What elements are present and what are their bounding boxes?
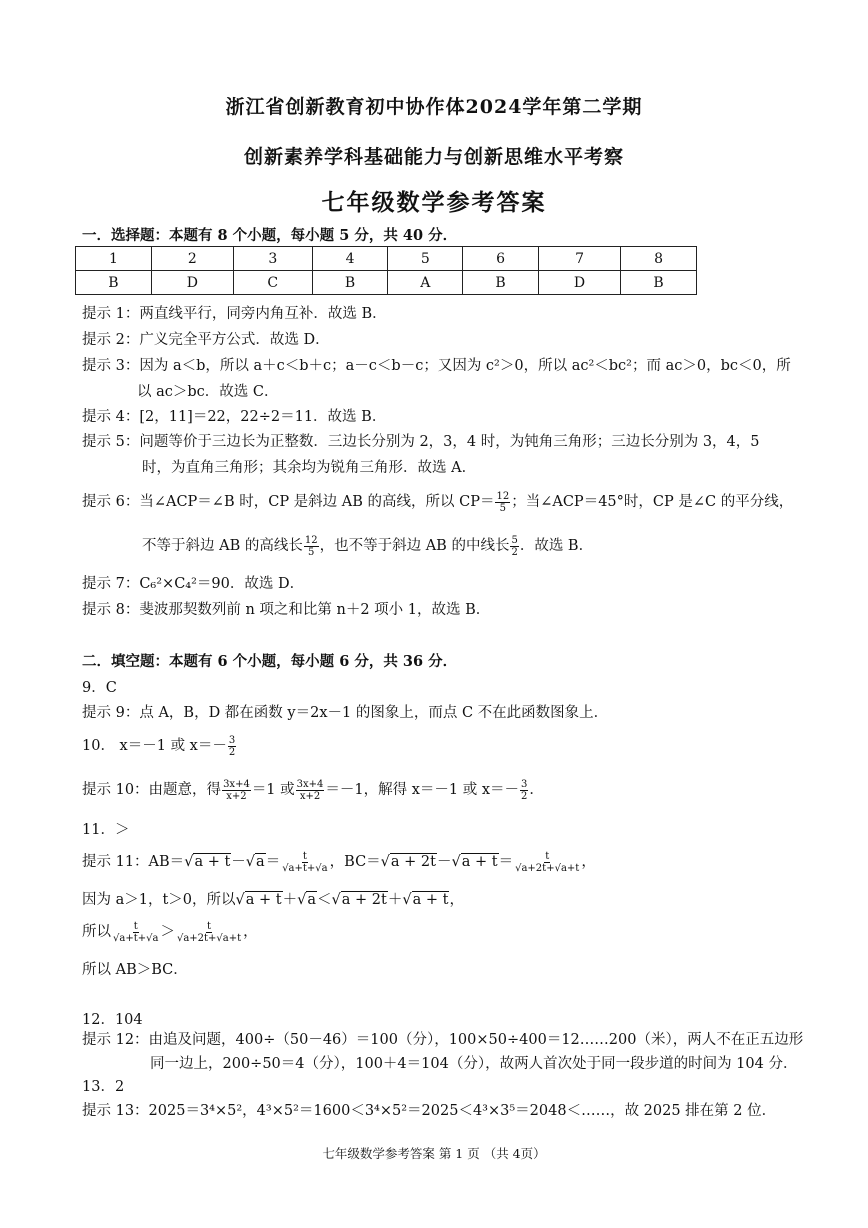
because-text-d: ， bbox=[449, 892, 464, 908]
hint-10-text-a: 提示 10：由题意，得 bbox=[82, 782, 222, 798]
table-cell: D bbox=[151, 271, 233, 295]
fraction-expression bbox=[222, 779, 251, 802]
fraction-numerator: t bbox=[545, 850, 550, 862]
table-cell: B bbox=[463, 271, 539, 295]
sqrt-a-plus-t: a + t bbox=[461, 854, 498, 870]
fraction-12-5 bbox=[304, 535, 319, 558]
fraction-denominator: 2 bbox=[521, 790, 528, 802]
fraction-5-2 bbox=[510, 535, 518, 558]
answer-table-answer-row bbox=[76, 271, 697, 295]
table-cell: 3 bbox=[233, 247, 312, 271]
fraction-denominator: √a+t+√a bbox=[282, 862, 328, 874]
answer-10-text: 10． x＝－1 或 x＝－ bbox=[82, 738, 227, 754]
hint-11-text-b: － bbox=[231, 854, 246, 870]
because-text-b: ＋ bbox=[282, 892, 298, 908]
fraction-denominator: 2 bbox=[511, 546, 518, 558]
table-cell: B bbox=[312, 271, 388, 295]
answer-9: 9．C bbox=[82, 680, 117, 696]
hint-1: 提示 1：两直线平行，同旁内角互补．故选 B． bbox=[82, 306, 387, 322]
answer-13: 13．2 bbox=[82, 1079, 125, 1095]
hint-3-line-2: 以 ac＞bc．故选 C． bbox=[137, 384, 279, 400]
table-cell: 1 bbox=[76, 247, 152, 271]
hint-11: 提示 11：AB＝√a + t－√a＝ $\frac{t}{√a+t+√a}$ ，BC＝√a + 2t－√a + t＝ $\frac{t}{√a+2t+√a+t}$ ， bbox=[82, 850, 596, 874]
answer-table bbox=[75, 246, 697, 295]
sqrt-a-plus-t: a + t bbox=[412, 892, 449, 908]
fraction-expression bbox=[296, 779, 325, 802]
sqrt-a-plus-t: a + t bbox=[245, 892, 282, 908]
so-text-a: 所以 bbox=[82, 924, 111, 940]
hint-10 bbox=[82, 778, 544, 802]
hint-10-text-d: ． bbox=[529, 782, 544, 798]
table-cell: 6 bbox=[463, 247, 539, 271]
hint-6-line-2 bbox=[142, 534, 593, 558]
hint-13: 提示 13：2025＝3⁴×5²，4³×5²＝1600＜3⁴×5²＝2025＜4³×3⁵＝2048＜……，故 2025 排在第 2 位． bbox=[82, 1103, 777, 1119]
table-cell: C bbox=[233, 271, 312, 295]
hint-11-text-a: 提示 11：AB＝ bbox=[82, 854, 185, 870]
fraction-numerator: t bbox=[302, 850, 307, 862]
table-cell: 8 bbox=[621, 247, 697, 271]
hint-11-text-b2: － bbox=[437, 854, 452, 870]
hint-11-text-f: ， bbox=[581, 854, 596, 870]
table-cell: 4 bbox=[312, 247, 388, 271]
hint-6-text-a: 提示 6：当∠ACP＝∠B 时，CP 是斜边 AB 的高线，所以 CP＝ bbox=[82, 494, 495, 510]
hint-5-line-1: 提示 5：问题等价于三边长为正整数．三边长分别为 2，3，4 时，为钝角三角形；三边长分别为 3，4，5 bbox=[82, 434, 760, 450]
hint-10-text-b: ＝1 或 bbox=[251, 782, 295, 798]
fraction-numerator: 3 bbox=[521, 778, 528, 790]
fraction-12-5 bbox=[495, 491, 510, 514]
fraction-ab bbox=[281, 851, 328, 874]
hint-5-line-2: 时，为直角三角形；其余均为锐角三角形．故选 A． bbox=[142, 460, 477, 476]
fraction-denominator: √a+2t+√a+t bbox=[176, 932, 242, 944]
fraction-numerator: t bbox=[207, 920, 212, 932]
because-text-b2: ＋ bbox=[387, 892, 403, 908]
because-line: 因为 a＞1，t＞0，所以√a + t＋√a＜√a + 2t＋√a + t， bbox=[82, 892, 464, 908]
section1-heading: 一．选择题：本题有 8 个小题，每小题 5 分，共 40 分． bbox=[82, 227, 458, 244]
hint-7: 提示 7：C₆²×C₄²＝90．故选 D． bbox=[82, 576, 305, 592]
table-cell: D bbox=[538, 271, 620, 295]
hint-9: 提示 9：点 A，B，D 都在函数 y＝2x－1 的图象上，而点 C 不在此函数图象上． bbox=[82, 705, 609, 721]
sqrt-a-plus-2t: a + 2t bbox=[390, 854, 436, 870]
fraction-denominator: x+2 bbox=[299, 790, 321, 802]
so-line-2: 所以 AB＞BC． bbox=[82, 962, 188, 978]
fraction-denominator: 5 bbox=[499, 502, 507, 514]
title-line-2: 创新素养学科基础能力与创新思维水平考察 bbox=[243, 146, 624, 168]
hint-6-text-e: ．故选 B． bbox=[519, 538, 594, 554]
hint-4: 提示 4：[2，11]＝22，22÷2＝11．故选 B． bbox=[82, 409, 387, 425]
answer-10 bbox=[82, 734, 237, 758]
document-title: 七年级数学参考答案 bbox=[321, 189, 547, 216]
section2-heading: 二．填空题：本题有 6 个小题，每小题 6 分，共 36 分． bbox=[82, 653, 458, 670]
sqrt-a: a bbox=[307, 892, 317, 908]
fraction-bc bbox=[514, 851, 580, 874]
fraction-denominator: √a+t+√a bbox=[113, 932, 159, 944]
title-line-1: 浙江省创新教育初中协作体2024学年第二学期 bbox=[225, 96, 643, 118]
hint-12-line-2: 同一边上，200÷50＝4（分），100＋4＝104（分），故两人首次处于同一段步道的时间为 104 分． bbox=[150, 1056, 798, 1072]
hint-6-text-d: ，也不等于斜边 AB 的中线长 bbox=[319, 538, 510, 554]
answer-11: 11．＞ bbox=[82, 822, 130, 838]
sqrt-a-plus-t: a + t bbox=[194, 854, 231, 870]
hint-8: 提示 8：斐波那契数列前 n 项之和比第 n＋2 项小 1，故选 B． bbox=[82, 602, 491, 618]
answer-12: 12．104 bbox=[82, 1012, 143, 1028]
because-text-c: ＜ bbox=[317, 892, 332, 908]
fraction-denominator: √a+2t+√a+t bbox=[515, 862, 580, 874]
fraction-numerator: 12 bbox=[304, 534, 318, 546]
hint-11-text-d: ，BC＝ bbox=[329, 854, 381, 870]
fraction-bc bbox=[176, 921, 242, 944]
table-cell: B bbox=[621, 271, 697, 295]
hint-6-text-c: 不等于斜边 AB 的高线长 bbox=[142, 538, 303, 554]
fraction-numerator: 3x+4 bbox=[296, 778, 324, 790]
fraction-3-2 bbox=[520, 779, 528, 802]
hint-6-line-1 bbox=[82, 490, 793, 514]
fraction-3-2 bbox=[228, 735, 236, 758]
so-text-c: ， bbox=[243, 924, 258, 940]
table-cell: A bbox=[388, 271, 463, 295]
hint-2: 提示 2：广义完全平方公式．故选 D． bbox=[82, 332, 330, 348]
fraction-numerator: 3 bbox=[228, 734, 236, 746]
fraction-denominator: x+2 bbox=[226, 790, 247, 802]
hint-12-line-1: 提示 12：由追及问题，400÷（50－46）＝100（分），100×50÷400＝12……200（米），两人不在正五边形 bbox=[82, 1032, 804, 1048]
hint-6-text-b: ；当∠ACP＝45°时，CP 是∠C 的平分线， bbox=[511, 494, 794, 510]
fraction-numerator: t bbox=[133, 920, 138, 932]
fraction-numerator: 5 bbox=[511, 534, 518, 546]
fraction-numerator: 12 bbox=[496, 490, 510, 502]
sqrt-a: a bbox=[256, 854, 265, 870]
so-text-b: ＞ bbox=[160, 924, 175, 940]
hint-11-text-e: ＝ bbox=[498, 854, 514, 870]
table-cell: 2 bbox=[151, 247, 233, 271]
table-cell: 5 bbox=[388, 247, 463, 271]
so-line-1 bbox=[82, 920, 258, 944]
table-cell: 7 bbox=[538, 247, 620, 271]
hint-10-text-c: ＝－1，解得 x＝－1 或 x＝－ bbox=[325, 782, 520, 798]
sqrt-a-plus-2t: a + 2t bbox=[341, 892, 387, 908]
table-cell: B bbox=[76, 271, 152, 295]
because-text-a: 因为 a＞1，t＞0，所以 bbox=[82, 892, 236, 908]
fraction-denominator: 5 bbox=[308, 546, 315, 558]
fraction-ab bbox=[112, 921, 159, 944]
fraction-denominator: 2 bbox=[228, 746, 236, 758]
hint-11-text-c: ＝ bbox=[265, 854, 281, 870]
fraction-numerator: 3x+4 bbox=[223, 778, 250, 790]
answer-table-number-row bbox=[76, 247, 697, 271]
hint-3-line-1: 提示 3：因为 a＜b，所以 a＋c＜b＋c；a－c＜b－c；又因为 c²＞0，所以 ac²＜bc²；而 ac＞0，bc＜0，所 bbox=[82, 358, 791, 374]
page-footer: 七年级数学参考答案 第 1 页 （共 4页） bbox=[322, 1146, 546, 1161]
